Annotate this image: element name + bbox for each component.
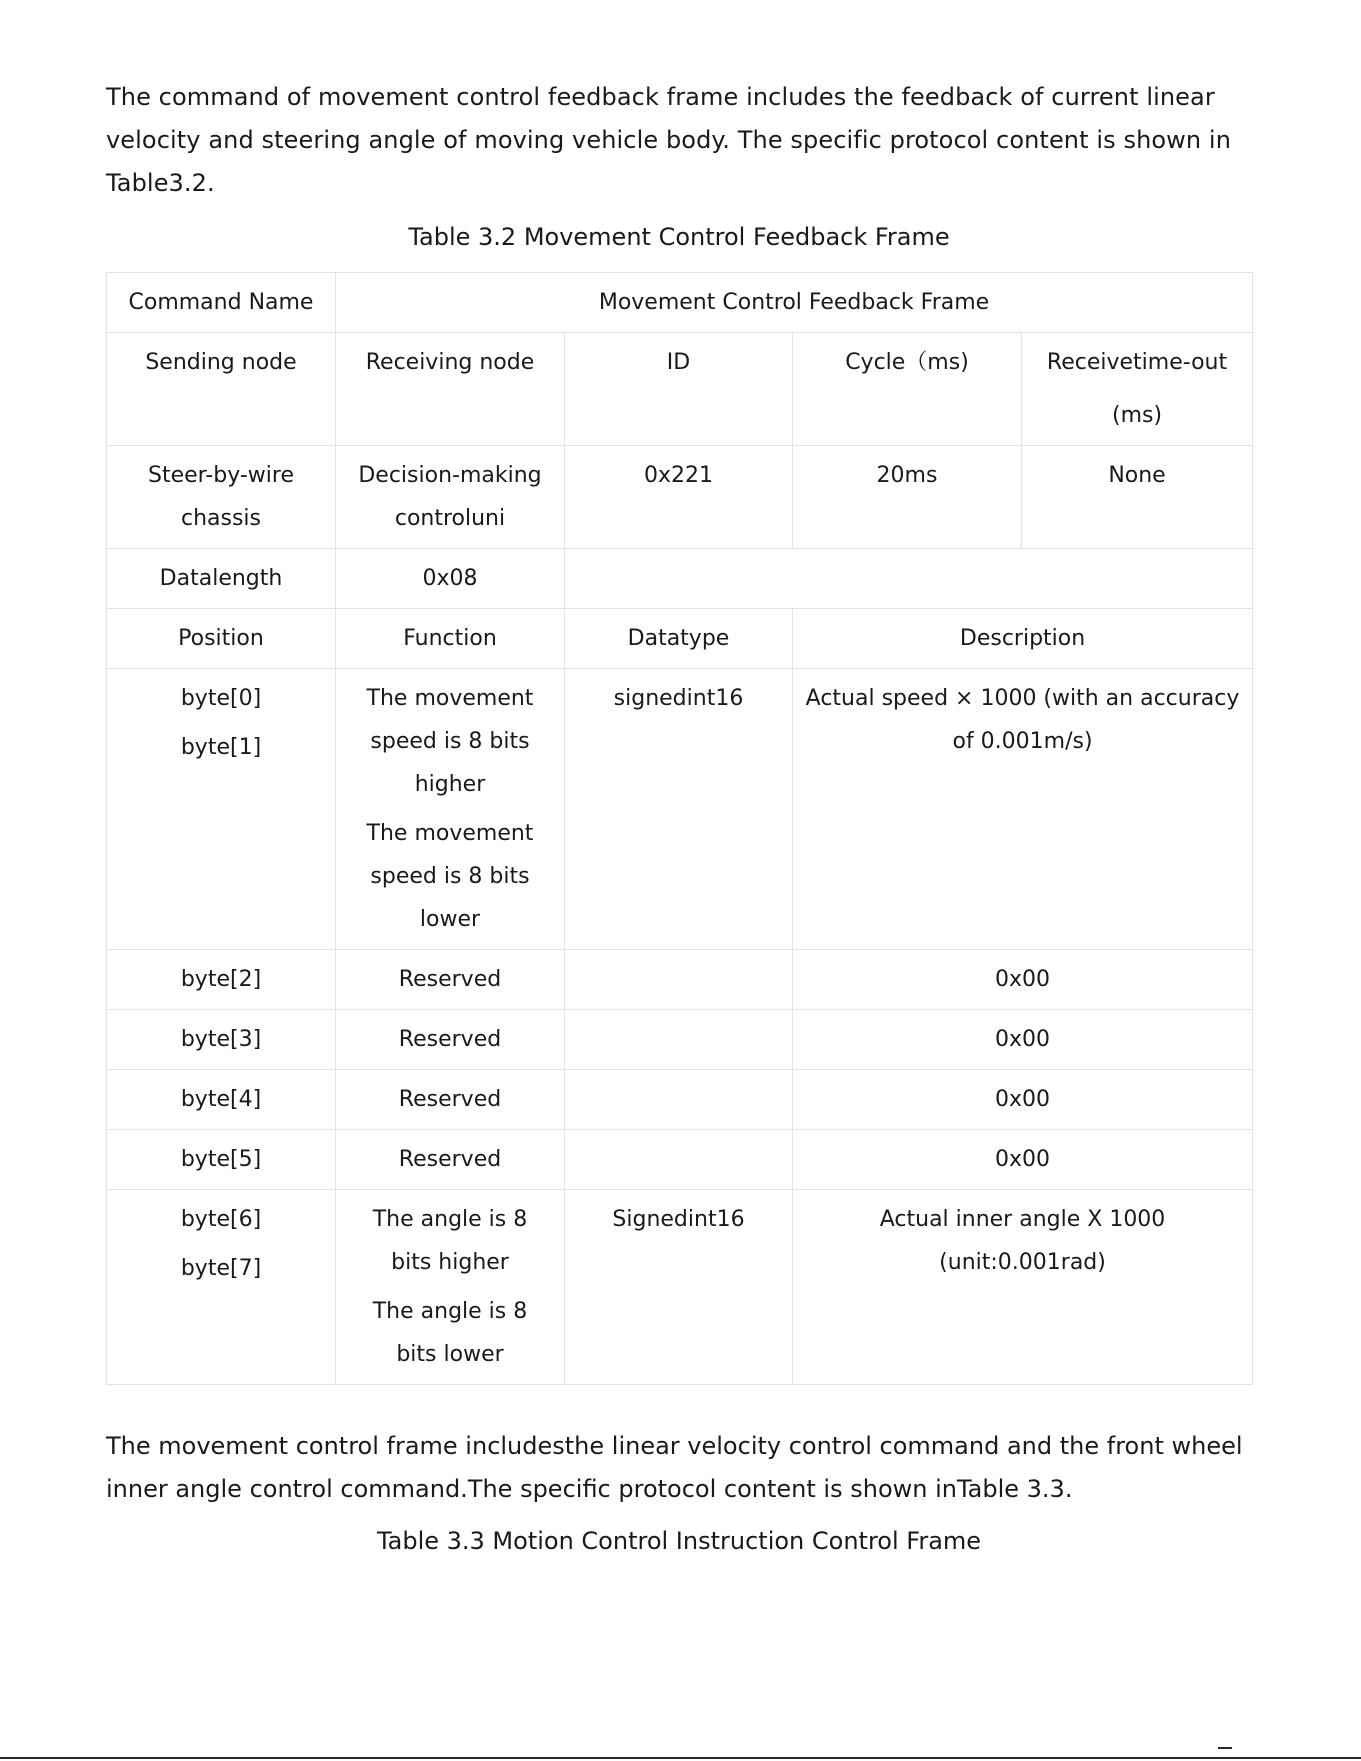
command-name-label: Command Name xyxy=(107,273,336,333)
outro-line-2: inner angle control command.The specific protocol content is shown inTable 3.3. xyxy=(106,1475,1073,1503)
outro-line-1: The movement control frame includesthe linear velocity control command and the front wheel xyxy=(106,1432,1243,1460)
command-name-row xyxy=(107,273,1253,333)
function-line: speed is 8 bits xyxy=(370,864,530,889)
datalength-empty-cell xyxy=(565,549,1253,609)
intro-line-1: The command of movement control feedback frame includes the feedback of current linear xyxy=(106,83,1215,111)
datatype-cell xyxy=(565,1070,793,1130)
table-row xyxy=(107,1130,1253,1190)
document-page xyxy=(106,76,1252,1561)
function-line: bits higher xyxy=(391,1250,509,1275)
description-line-2: of 0.001m/s) xyxy=(952,729,1093,754)
cycle-value: 20ms xyxy=(793,446,1022,549)
page-corner-mark xyxy=(1218,1747,1232,1749)
position-cell: byte[2] xyxy=(107,950,336,1010)
function-cell: Reserved xyxy=(336,1010,565,1070)
description-cell: 0x00 xyxy=(793,1070,1253,1130)
position-line-2: byte[7] xyxy=(180,1256,262,1281)
movement-control-feedback-table xyxy=(106,272,1253,1385)
position-cell xyxy=(107,1190,336,1385)
sending-node-value xyxy=(107,446,336,549)
table-row xyxy=(107,950,1253,1010)
datalength-row xyxy=(107,549,1253,609)
sending-node-line-1: Steer-by-wire xyxy=(148,463,294,488)
table-3-2-caption: Table 3.2 Movement Control Feedback Frame xyxy=(408,223,950,251)
receiving-node-header: Receiving node xyxy=(336,333,565,446)
page-bottom-rule xyxy=(0,1757,1361,1759)
function-cell: Reserved xyxy=(336,1070,565,1130)
description-header: Description xyxy=(793,609,1253,669)
position-cell: byte[4] xyxy=(107,1070,336,1130)
table-row xyxy=(107,1010,1253,1070)
datatype-cell xyxy=(565,1010,793,1070)
datatype-cell: signedint16 xyxy=(565,669,793,950)
function-line: lower xyxy=(419,907,481,932)
position-cell xyxy=(107,669,336,950)
function-line: speed is 8 bits xyxy=(370,729,530,754)
function-line: The movement xyxy=(366,686,534,711)
table-3-3-caption: Table 3.3 Motion Control Instruction Control Frame xyxy=(376,1527,982,1555)
intro-line-2: velocity and steering angle of moving vehicle body. The specific protocol content is shown in xyxy=(106,126,1232,154)
function-line: The angle is 8 xyxy=(372,1299,528,1324)
function-line: The angle is 8 xyxy=(372,1207,528,1232)
datatype-header: Datatype xyxy=(565,609,793,669)
timeout-header-line-1: Receivetime-out xyxy=(1046,350,1228,375)
intro-line-3: Table3.2. xyxy=(106,169,215,197)
timeout-header xyxy=(1022,333,1253,446)
timeout-value: None xyxy=(1022,446,1253,549)
receiving-node-line-2: controluni xyxy=(394,506,506,531)
sending-node-line-2: chassis xyxy=(180,506,262,531)
function-cell xyxy=(336,669,565,950)
description-line-1: Actual speed × 1000 (with an accuracy xyxy=(805,686,1240,711)
receiving-node-line-1: Decision-making xyxy=(358,463,542,488)
timeout-header-line-2: (ms) xyxy=(1111,403,1163,428)
function-line: higher xyxy=(414,772,486,797)
datalength-value: 0x08 xyxy=(336,549,565,609)
description-cell: 0x00 xyxy=(793,950,1253,1010)
datatype-cell xyxy=(565,1130,793,1190)
command-name-value: Movement Control Feedback Frame xyxy=(336,273,1253,333)
datatype-cell xyxy=(565,950,793,1010)
table-row xyxy=(107,669,1253,950)
id-value: 0x221 xyxy=(565,446,793,549)
position-cell: byte[5] xyxy=(107,1130,336,1190)
position-cell: byte[3] xyxy=(107,1010,336,1070)
receiving-node-value xyxy=(336,446,565,549)
function-line: The movement xyxy=(366,821,534,846)
function-cell: Reserved xyxy=(336,950,565,1010)
datatype-cell: Signedint16 xyxy=(565,1190,793,1385)
description-line-2: (unit:0.001rad) xyxy=(939,1250,1106,1275)
description-cell: 0x00 xyxy=(793,1130,1253,1190)
sending-node-header: Sending node xyxy=(107,333,336,446)
position-line-1: byte[6] xyxy=(180,1207,262,1232)
table-row xyxy=(107,1070,1253,1130)
cycle-header: Cycle（ms) xyxy=(793,333,1022,446)
function-cell xyxy=(336,1190,565,1385)
position-header: Position xyxy=(107,609,336,669)
datalength-label: Datalength xyxy=(107,549,336,609)
description-cell xyxy=(793,669,1253,950)
position-line-1: byte[0] xyxy=(180,686,262,711)
table-row xyxy=(107,1190,1253,1385)
field-header-row xyxy=(107,609,1253,669)
outro-paragraph xyxy=(106,1425,1252,1511)
description-cell: 0x00 xyxy=(793,1010,1253,1070)
node-value-row xyxy=(107,446,1253,549)
intro-paragraph xyxy=(106,76,1252,205)
position-line-2: byte[1] xyxy=(180,735,262,760)
function-line: bits lower xyxy=(396,1342,504,1367)
function-cell: Reserved xyxy=(336,1130,565,1190)
node-header-row xyxy=(107,333,1253,446)
description-cell xyxy=(793,1190,1253,1385)
function-header: Function xyxy=(336,609,565,669)
description-line-1: Actual inner angle X 1000 xyxy=(879,1207,1166,1232)
id-header: ID xyxy=(565,333,793,446)
